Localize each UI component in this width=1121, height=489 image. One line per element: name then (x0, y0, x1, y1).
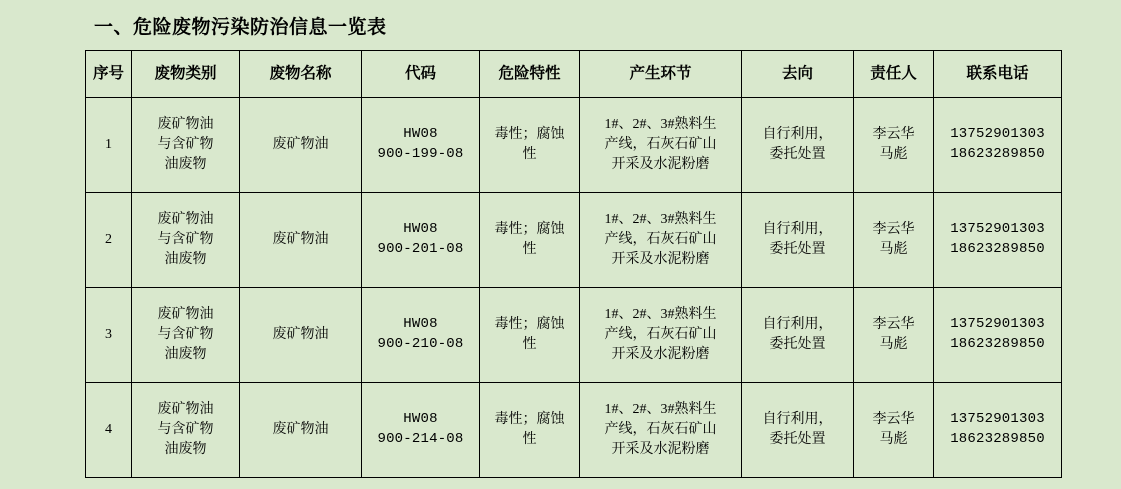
cell-index: 3 (86, 288, 132, 383)
table-row (86, 288, 1062, 383)
cell-index: 4 (86, 383, 132, 478)
cell-code: HW08 900-199-08 (362, 98, 480, 193)
cell-category: 废矿物油 与含矿物 油废物 (132, 383, 240, 478)
column-header-person: 责任人 (854, 51, 934, 98)
cell-name: 废矿物油 (240, 288, 362, 383)
cell-destination: 自行利用， 委托处置 (742, 98, 854, 193)
cell-hazard: 毒性；腐蚀 性 (480, 383, 580, 478)
hazardous-waste-table (85, 50, 1062, 478)
column-header-destination: 去向 (742, 51, 854, 98)
cell-phone: 13752901303 18623289850 (934, 98, 1062, 193)
cell-name: 废矿物油 (240, 193, 362, 288)
column-header-code: 代码 (362, 51, 480, 98)
cell-stage: 1#、2#、3#熟料生 产线，石灰石矿山 开采及水泥粉磨 (580, 383, 742, 478)
cell-stage: 1#、2#、3#熟料生 产线，石灰石矿山 开采及水泥粉磨 (580, 288, 742, 383)
column-header-hazard: 危险特性 (480, 51, 580, 98)
cell-category: 废矿物油 与含矿物 油废物 (132, 288, 240, 383)
column-header-phone: 联系电话 (934, 51, 1062, 98)
column-header-name: 废物名称 (240, 51, 362, 98)
page-title: 一、危险废物污染防治信息一览表 (94, 17, 387, 38)
cell-phone: 13752901303 18623289850 (934, 383, 1062, 478)
cell-category: 废矿物油 与含矿物 油废物 (132, 98, 240, 193)
cell-stage: 1#、2#、3#熟料生 产线，石灰石矿山 开采及水泥粉磨 (580, 193, 742, 288)
cell-phone: 13752901303 18623289850 (934, 193, 1062, 288)
cell-destination: 自行利用， 委托处置 (742, 383, 854, 478)
column-header-stage: 产生环节 (580, 51, 742, 98)
cell-person: 李云华 马彪 (854, 383, 934, 478)
cell-name: 废矿物油 (240, 383, 362, 478)
table-row (86, 193, 1062, 288)
table-row (86, 383, 1062, 478)
cell-code: HW08 900-214-08 (362, 383, 480, 478)
cell-person: 李云华 马彪 (854, 193, 934, 288)
cell-stage: 1#、2#、3#熟料生 产线，石灰石矿山 开采及水泥粉磨 (580, 98, 742, 193)
cell-hazard: 毒性；腐蚀 性 (480, 288, 580, 383)
cell-destination: 自行利用， 委托处置 (742, 288, 854, 383)
column-header-index: 序号 (86, 51, 132, 98)
cell-index: 1 (86, 98, 132, 193)
column-header-category: 废物类别 (132, 51, 240, 98)
cell-code: HW08 900-210-08 (362, 288, 480, 383)
cell-index: 2 (86, 193, 132, 288)
cell-phone: 13752901303 18623289850 (934, 288, 1062, 383)
cell-destination: 自行利用， 委托处置 (742, 193, 854, 288)
cell-code: HW08 900-201-08 (362, 193, 480, 288)
cell-person: 李云华 马彪 (854, 98, 934, 193)
cell-hazard: 毒性；腐蚀 性 (480, 193, 580, 288)
cell-hazard: 毒性；腐蚀 性 (480, 98, 580, 193)
table-header-row (86, 51, 1062, 98)
cell-name: 废矿物油 (240, 98, 362, 193)
cell-category: 废矿物油 与含矿物 油废物 (132, 193, 240, 288)
table-row (86, 98, 1062, 193)
cell-person: 李云华 马彪 (854, 288, 934, 383)
